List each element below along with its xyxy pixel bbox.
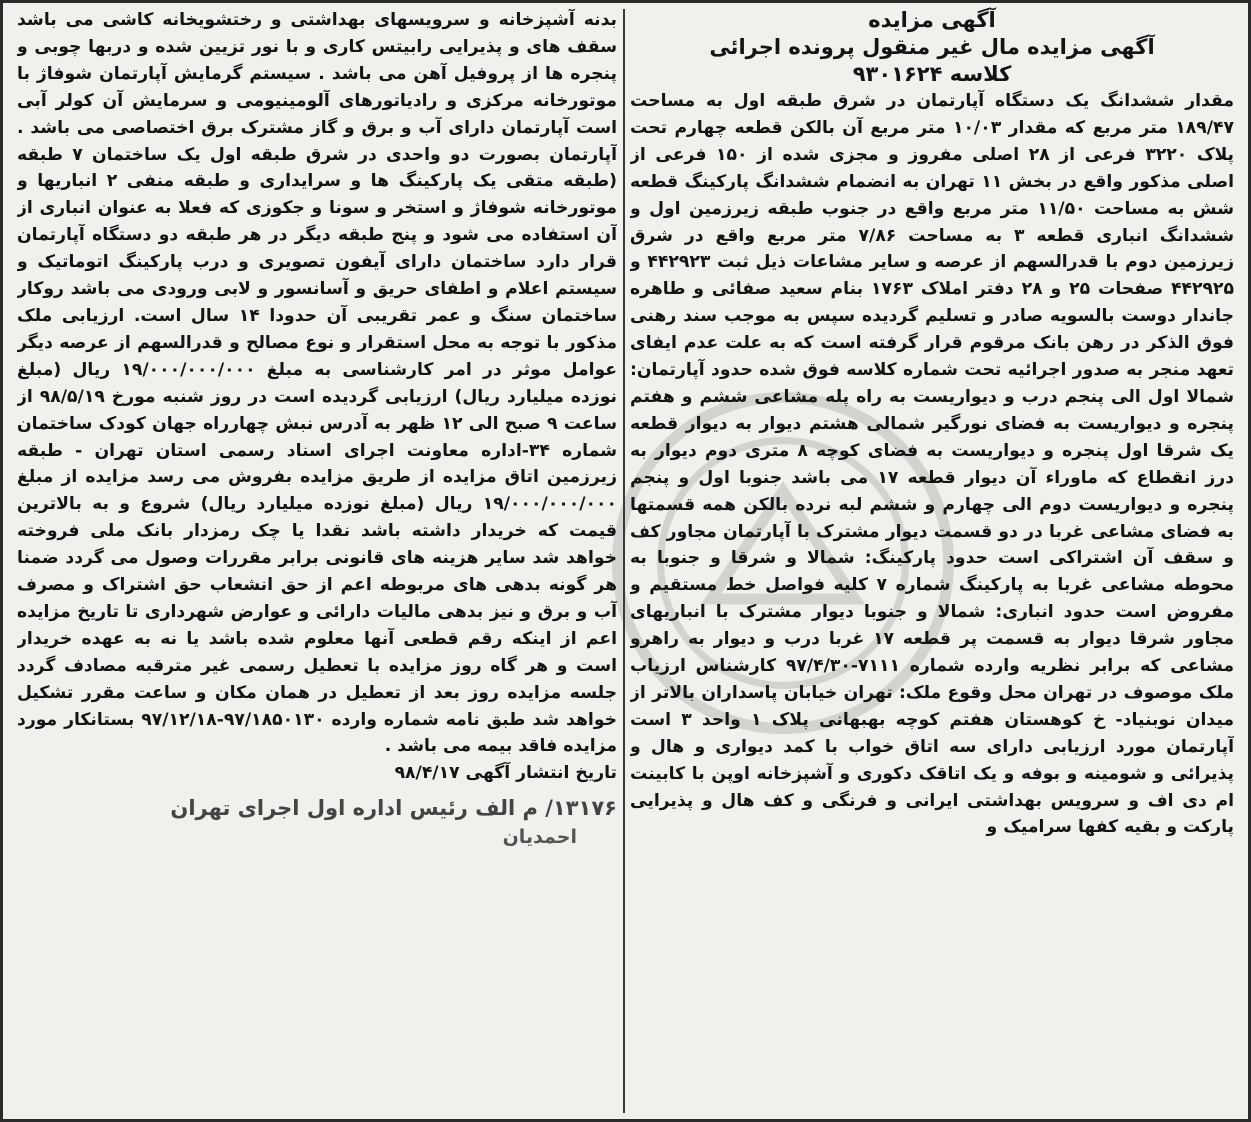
heading-case-number: کلاسه ۹۳۰۱۶۲۴ [852,62,1012,86]
signer-name: احمدیان [502,826,577,849]
property-description: مقدار ششدانگ یک دستگاه آپارتمان در شرق طبقه اول به مساحت ۱۸۹/۴۷ متر مربع که مقدار ۱۰/۰۳ متر مربع آن بالکن قطعه چهارم تحت پلاک ۳۲۲۰ فرعی از ۲۸ اصلی مفروز و مجزی شده از ۱۵۰ فرعی از اصلی مذکور واقع در بخش ۱۱ تهران به انضمام ششدانگ پارکینگ قطعه شش به مساحت ۱۱/۵۰ متر مربع واقع در جنوب طبقه زیرزمین اول و ششدانگ انباری قطعه ۳ به مساحت ۷/۸۶ متر مربع واقع در شرق زیرزمین دوم با قدرالسهم از عرصه و سایر مشاعات ذیل ثبت ۴۴۲۹۲۳ و ۴۴۲۹۲۵ صفحات ۲۵ و ۲۸ دفتر املاک ۱۷۶۳ بنام سعید صفائی و طاهره جاندار دوست بالسویه صادر و تسلیم گردیده سپس به موجب سند رهنی فوق الذکر در رهن بانک مرقوم قرار گرفته است که به علت عدم ایفای تعهد منجر به صدور اجرائیه تحت شماره کلاسه فوق شده حدود آپارتمان: شمالا اول الی پنجم درب و دیواریست به راه پله مشاعی ششم و هفتم پنجره و دیواریست به فضای نورگیر شمالی هشتم دیوار به دیوار قطعه یک شرقا اول پنجره و دیواریست به فضای کوچه ۸ متری دوم دیوار به درز انقطاع که ماوراء آن دیوار قطعه ۱۷ می باشد جنوبا اول و پنجم پنجره و دیواریست دوم الی چهارم و ششم لبه نرده بالکن همه قسمتها به فضای مشاعی غربا در دو قسمت دیوار مشترک با آپارتمان مجاور کف و سقف آن اشتراکی است حدود پارکینگ: شمالا و شرقا و جنوبا به محوطه مشاعی غربا به پارکینگ شماره ۷ کلیه فواصل خط مستقیم و مفروض است حدود انباری: شمالا و جنوبا دیوار مشترک با انباریهای مجاور شرقا دیوار به قسمت پر قطعه ۱۷ غربا درب و دیوار به راهرو مشاعی که برابر نظریه وارده شماره ۷۱۱۱-۹۷/۴/۳۰ کارشناس ارزیاب ملک موصوف در تهران محل وقوع ملک: تهران خیابان پاسداران بالاتر از میدان نوبنیاد- خ کوهستان هفتم کوچه بهبهانی پلاک ۱ واحد ۳ است آپارتمان مورد ارزیابی دارای سه اتاق خواب با کمد دیواری و هال و پذیرائی و شومینه و بوفه و یک اتاقک دکوری و آشپزخانه اوپن با کابینت ام دی اف و سرویس بهداشتی ایرانی و فرنگی و کف هال و پذیرایی پارکت و بقیه کفها سرامیک و [630,91,1234,838]
column-divider [623,9,625,1113]
notice-heading [630,7,1234,88]
heading-subtitle: آگهی مزایده مال غیر منقول پرونده اجرائی [709,35,1155,59]
auction-terms: بدنه آشپزخانه و سرویسهای بهداشتی و رختشویخانه کاشی می باشد سقف های و پذیرایی رابیتس کاری و با نور تزیین شده و دربها چوبی و پنجره ها از پروفیل آهن می باشد . سیستم گرمایش آپارتمان شوفاژ با موتورخانه مرکزی و رادیاتورهای آلومینیومی و سرمایش آن کولر آبی است آپارتمان دارای آب و برق و گاز مشترک برق اختصاصی می باشد . آپارتمان بصورت دو واحدی در شرق طبقه اول یک ساختمان ۷ طبقه (طبقه متقی یک پارکینگ ها و سرایداری و طبقه منفی ۲ انباریها و موتورخانه شوفاژ و استخر و سونا و جکوزی که فعلا به عنوان انباری از آن استفاده می شود و پنج طبقه دیگر در هر طبقه دو دستگاه آپارتمان قرار دارد ساختمان دارای آیفون تصویری و درب پارکینگ اتوماتیک و سیستم اعلام و اطفای حریق و آسانسور و لابی ورودی می باشد روکار ساختمان سنگ و عمر تقریبی آن حدودا ۱۴ سال است. ارزیابی ملک مذکور با توجه به محل استقرار و نوع مصالح و قدرالسهم از عرصه دیگر عوامل موثر در امر کارشناسی به مبلغ ۱۹/۰۰۰/۰۰۰/۰۰۰ ریال (مبلغ نوزده میلیارد ریال) ارزیابی گردیده است در روز شنبه مورخ ۹۸/۵/۱۹ از ساعت ۹ صبح الی ۱۲ ظهر به آدرس نبش چهارراه جهان کودک ساختمان شماره ۳۴-اداره معاونت اجرای اسناد رسمی استان تهران - طبقه زیرزمین اتاق مزایده از طریق مزایده بفروش می رسد مزایده از مبلغ ۱۹/۰۰۰/۰۰۰/۰۰۰ ریال (مبلغ نوزده میلیارد ریال) شروع و به بالاترین قیمت که خریدار داشته باشد نقدا یا چک رمزدار بانک ملی فروخته خواهد شد سایر هزینه های قانونی برابر مقررات وصول می گردد ضمنا هر گونه بدهی های مربوطه اعم از حق انشعاب حق اشتراک و مصرف آب و برق و نیز بدهی مالیات دارائی و عوارض شهرداری تا تاریخ مزایده اعم از اینکه رقم قطعی آنها معلوم شده باشد یا نه به عهده خریدار است و هر گاه روز مزایده با تعطیل رسمی غیر مترقبه مصادف گردد جلسه مزایده روز بعد از تعطیل در همان مکان و ساعت مقرر تشکیل خواهد شد طبق نامه شماره وارده ۹۷/۱۸۵۰۱۳۰-۹۷/۱۲/۱۸ بستانکار مورد مزایده فاقد بیمه می باشد . [17,10,617,757]
right-column [630,7,1234,1115]
heading-title: آگهی مزایده [868,8,996,32]
left-column [17,7,617,1115]
publish-date: تاریخ انتشار آگهی ۹۸/۴/۱۷ [394,763,617,784]
signature-line: ۱۳۱۷۶/ م الف رئیس اداره اول اجرای تهران [170,796,617,821]
